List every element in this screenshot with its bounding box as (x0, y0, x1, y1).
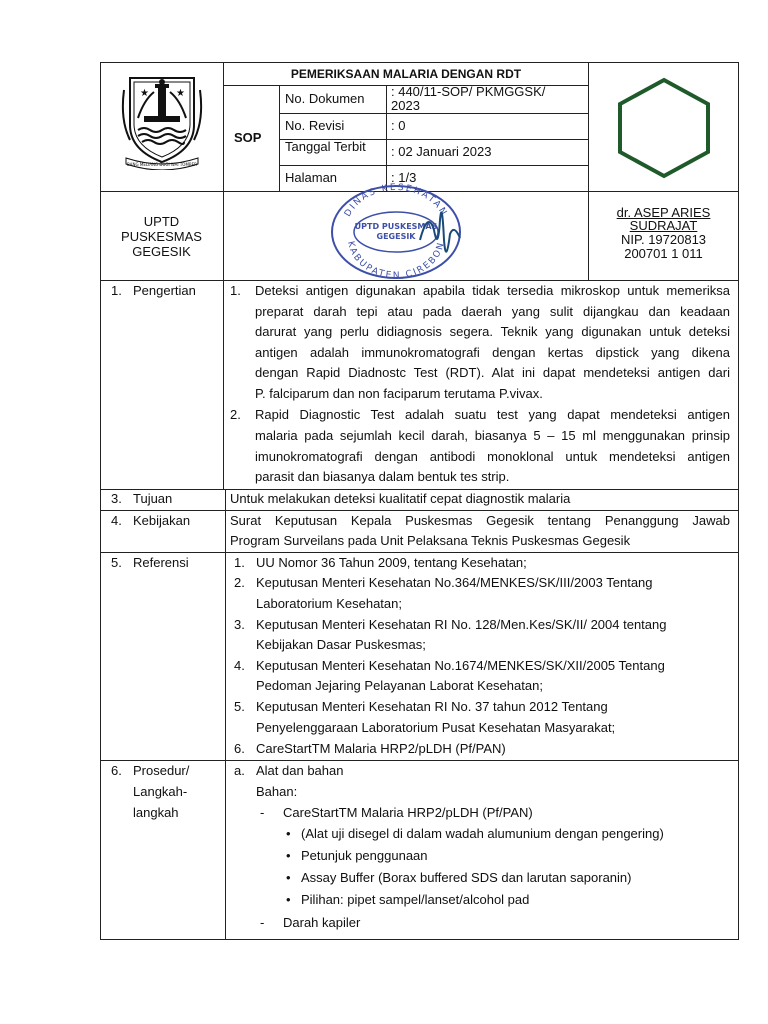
svg-text:DINAS KESEHATAN: DINAS KESEHATAN (342, 182, 450, 219)
section-label-tujuan: Tujuan (133, 491, 173, 506)
section-number: 3. (111, 491, 122, 506)
dash-marker: - (260, 915, 265, 930)
svg-text:GEGESIK: GEGESIK (376, 232, 416, 241)
bullet-marker: • (286, 870, 291, 885)
paragraph-line: darurat yang perlu didiagnosis segera. Teknik yang digunakan untuk deteksi (255, 324, 730, 339)
sub-letter: a. (234, 763, 245, 778)
paragraph-line: Rapid Diagnostic Test adalah suatu test yang dapat mendeteksi antigen (255, 407, 730, 422)
revision-value: : 0 (391, 118, 406, 133)
reference-line: Pedoman Jejaring Pelayanan Laborat Kesehatan; (256, 678, 543, 693)
section-number: 1. (111, 283, 122, 298)
section-label-prosedur: Prosedur/ (133, 763, 190, 778)
tujuan-text: Untuk melakukan deteksi kualitatif cepat diagnostik malaria (230, 491, 571, 506)
reference-line: Keputusan Menteri Kesehatan RI No. 37 tahun 2012 Tentang (256, 699, 608, 714)
section-label-referensi: Referensi (133, 555, 189, 570)
doc-number-label: No. Dokumen (285, 91, 365, 106)
list-number: 5. (234, 699, 245, 714)
signatory-nip-line2: 200701 1 011 (624, 246, 703, 261)
bullet-marker: • (286, 848, 291, 863)
reference-line: UU Nomor 36 Tahun 2009, tentang Kesehatan; (256, 555, 527, 570)
issue-date-value: : 02 Januari 2023 (391, 144, 492, 159)
list-number: 4. (234, 658, 245, 673)
section-label-pengertian: Pengertian (133, 283, 196, 298)
list-number: 3. (234, 617, 245, 632)
section-number: 4. (111, 513, 122, 528)
signature-icon (410, 200, 470, 270)
signatory-name-line1: dr. ASEP ARIES (616, 205, 711, 220)
list-number: 2. (234, 575, 245, 590)
kebijakan-line: Program Surveilans pada Unit Pelaksana Teknis Puskesmas Gegesik (230, 533, 631, 548)
hexagon-icon (612, 74, 716, 182)
paragraph-line: preparat darah tepi atau pada daerah yang sulit dijangkau dan keadaan (255, 304, 730, 319)
issue-date-label: Tanggal Terbit (285, 139, 366, 154)
svg-text:★: ★ (176, 88, 185, 99)
page-value: : 1/3 (391, 170, 417, 185)
svg-text:BANG MELIANG DUGI WAI TOMBER: BANG MELIANG DUGI WAI TOMBER (127, 162, 197, 167)
section-label-prosedur-3: langkah (133, 805, 179, 820)
paragraph-line: dengan Rapid Diadnostc Test (RDT). Alat ini dapat mendeteksi antigen dari (255, 365, 730, 380)
signatory-name-line2: SUDRAJAT (629, 218, 698, 233)
doc-number-value-2: 2023 (391, 98, 420, 113)
bullet-marker: • (286, 826, 291, 841)
document-title: PEMERIKSAAN MALARIA DENGAN RDT (290, 67, 522, 81)
reference-line: Penyelenggaraan Laboratorium Pusat Kesehatan Masyarakat; (256, 720, 616, 735)
list-number: 1. (230, 283, 241, 298)
section-label-kebijakan: Kebijakan (133, 513, 191, 528)
bahan-label: Bahan: (256, 784, 298, 799)
reference-line: Keputusan Menteri Kesehatan No.1674/MENKES/SK/XII/2005 Tentang (256, 658, 665, 673)
dash-marker: - (260, 805, 265, 820)
paragraph-line: P. falciparum dan non faciparum terutama P.vivax. (255, 386, 543, 401)
list-number: 2. (230, 407, 241, 422)
signatory-nip-line1: NIP. 19720813 (620, 232, 707, 247)
svg-text:★: ★ (140, 88, 149, 99)
bullet-marker: • (286, 892, 291, 907)
section-number: 5. (111, 555, 122, 570)
darah-item: Darah kapiler (283, 915, 361, 930)
reference-line: Keputusan Menteri Kesehatan No.364/MENKES/SK/III/2003 Tentang (256, 575, 653, 590)
svg-text:KABUPATEN CIREBON: KABUPATEN CIREBON (345, 240, 447, 282)
section-number: 6. (111, 763, 122, 778)
revision-label: No. Revisi (285, 118, 345, 133)
kit-name: CareStartTM Malaria HRP2/pLDH (Pf/PAN) (283, 805, 533, 820)
paragraph-line: malaria pada sejumlah kecil darah, biasanya 5 – 15 ml menggunakan prinsip (255, 428, 730, 443)
bullet-item: (Alat uji disegel di dalam wadah alumunium dengan pengering) (301, 826, 664, 841)
reference-line: CareStartTM Malaria HRP2/pLDH (Pf/PAN) (256, 741, 506, 756)
list-number: 1. (234, 555, 245, 570)
doc-number-value: : 440/11-SOP/ PKMGGSK/ (391, 84, 546, 99)
page-label: Halaman (285, 170, 338, 185)
bullet-item: Petunjuk penggunaan (301, 848, 428, 863)
sop-label: SOP (234, 130, 262, 145)
bullet-item: Assay Buffer (Borax buffered SDS dan larutan saporanin) (301, 870, 632, 885)
cirebon-regency-logo-icon (120, 70, 204, 170)
svg-text:UPTD PUSKESMAS: UPTD PUSKESMAS (354, 222, 438, 231)
sub-title: Alat dan bahan (256, 763, 344, 778)
reference-line: Laboratorium Kesehatan; (256, 596, 402, 611)
reference-line: Kebijakan Dasar Puskesmas; (256, 637, 426, 652)
list-number: 6. (234, 741, 245, 756)
bullet-item: Pilihan: pipet sampel/lanset/alcohol pad (301, 892, 530, 907)
paragraph-line: imunokromatografi dengan antibodi monoklonal untuk mendeteksi antigen (255, 449, 730, 464)
kebijakan-line: Surat Keputusan Kepala Puskesmas Gegesik tentang Penanggung Jawab (230, 513, 730, 528)
org-name-line1: UPTD (143, 214, 180, 229)
paragraph-line: antigen adalah immunokromatografi dengan kertas dipstick yang dikena (255, 345, 730, 360)
paragraph-line: parasit dan biasanya dalam bentuk tes strip. (255, 469, 510, 484)
org-name-line2: PUSKESMAS (121, 229, 202, 244)
reference-line: Keputusan Menteri Kesehatan RI No. 128/Men.Kes/SK/II/ 2004 tentang (256, 617, 667, 632)
paragraph-line: Deteksi antigen digunakan apabila tidak tersedia mikroskop untuk memeriksa (255, 283, 730, 298)
section-label-prosedur-2: Langkah- (133, 784, 188, 799)
org-name-line3: GEGESIK (132, 244, 191, 259)
